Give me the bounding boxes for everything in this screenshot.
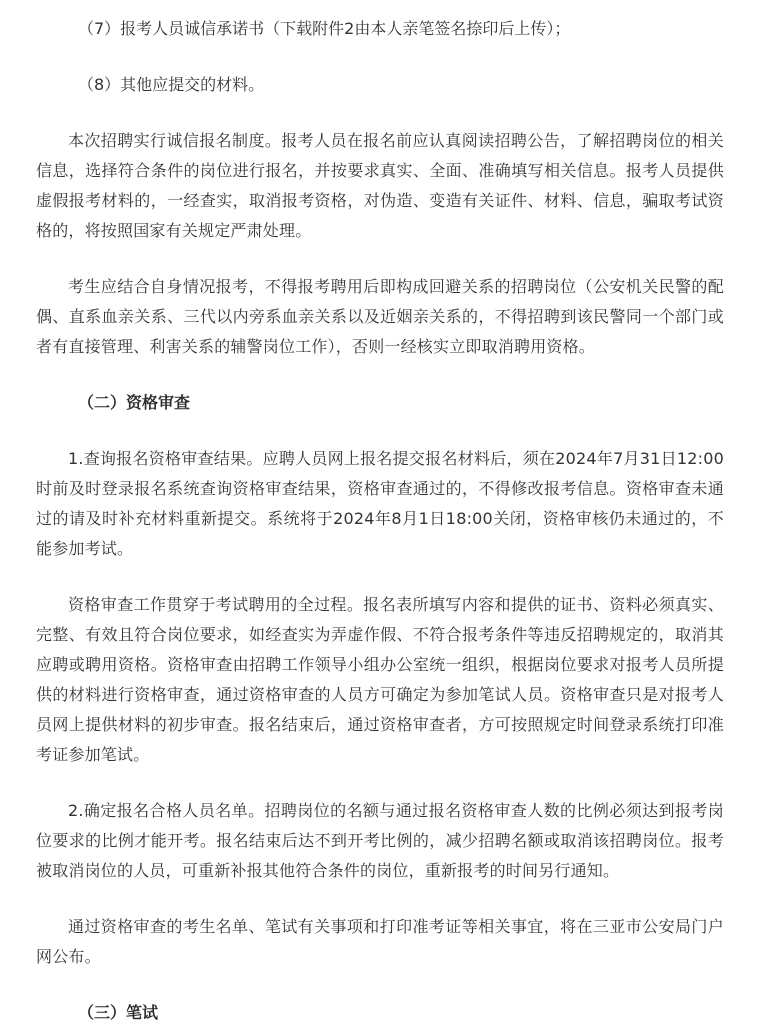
list-item-7: （7）报考人员诚信承诺书（下载附件2由本人亲笔签名捺印后上传）； <box>78 19 571 38</box>
paragraph-review-process: 资格审查工作贯穿于考试聘用的全过程。报名表所填写内容和提供的证书、资料必须真实、完整、有效且符合岗位要求，如经查实为弄虚作假、不符合报考条件等违反招聘规定的，取消其应聘或聘用资格。资格审查由招聘工作领导小组办公室统一组织，根据岗位要求对报考人员所提供的材料进行资格审查，通过资格审查的人员方可确定为参加笔试人员。资格审查只是对报考人员网上提供材料的初步审查。报名结束后，通过资格审查者，方可按照规定时间登录系统打印准考证参加笔试。 <box>36 595 724 764</box>
paragraph-qualified-list: 2.确定报名合格人员名单。招聘岗位的名额与通过报名资格审查人数的比例必须达到报考岗位要求的比例才能开考。报名结束后达不到开考比例的，减少招聘名额或取消该招聘岗位。报考被取消岗位的人员，可重新补报其他符合条件的岗位，重新报考的时间另行通知。 <box>36 801 724 880</box>
section-heading-qualification-review: （二）资格审查 <box>78 393 191 412</box>
document-body <box>36 14 724 1028</box>
paragraph-avoidance: 考生应结合自身情况报考，不得报考聘用后即构成回避关系的招聘岗位（公安机关民警的配偶、直系血亲关系、三代以内旁系血亲关系以及近姻亲关系的，不得招聘到该民警同一个部门或者有直接管理、利害关系的辅警岗位工作），否则一经核实立即取消聘用资格。 <box>36 277 724 356</box>
list-item-8: （8）其他应提交的材料。 <box>78 75 265 94</box>
paragraph-publication: 通过资格审查的考生名单、笔试有关事项和打印准考证等相关事宜，将在三亚市公安局门户网公布。 <box>36 917 724 966</box>
paragraph-query-result: 1.查询报名资格审查结果。应聘人员网上报名提交报名材料后，须在2024年7月31日12:00时前及时登录报名系统查询资格审查结果，资格审查通过的，不得修改报考信息。资格审查未通过的请及时补充材料重新提交。系统将于2024年8月1日18:00关闭，资格审核仍未通过的，不能参加考试。 <box>36 449 724 558</box>
paragraph-integrity: 本次招聘实行诚信报名制度。报考人员在报名前应认真阅读招聘公告，了解招聘岗位的相关信息，选择符合条件的岗位进行报名，并按要求真实、全面、准确填写相关信息。报考人员提供虚假报考材料的，一经查实，取消报考资格，对伪造、变造有关证件、材料、信息，骗取考试资格的，将按照国家有关规定严肃处理。 <box>36 131 724 240</box>
section-heading-written-exam: （三）笔试 <box>78 1003 159 1022</box>
